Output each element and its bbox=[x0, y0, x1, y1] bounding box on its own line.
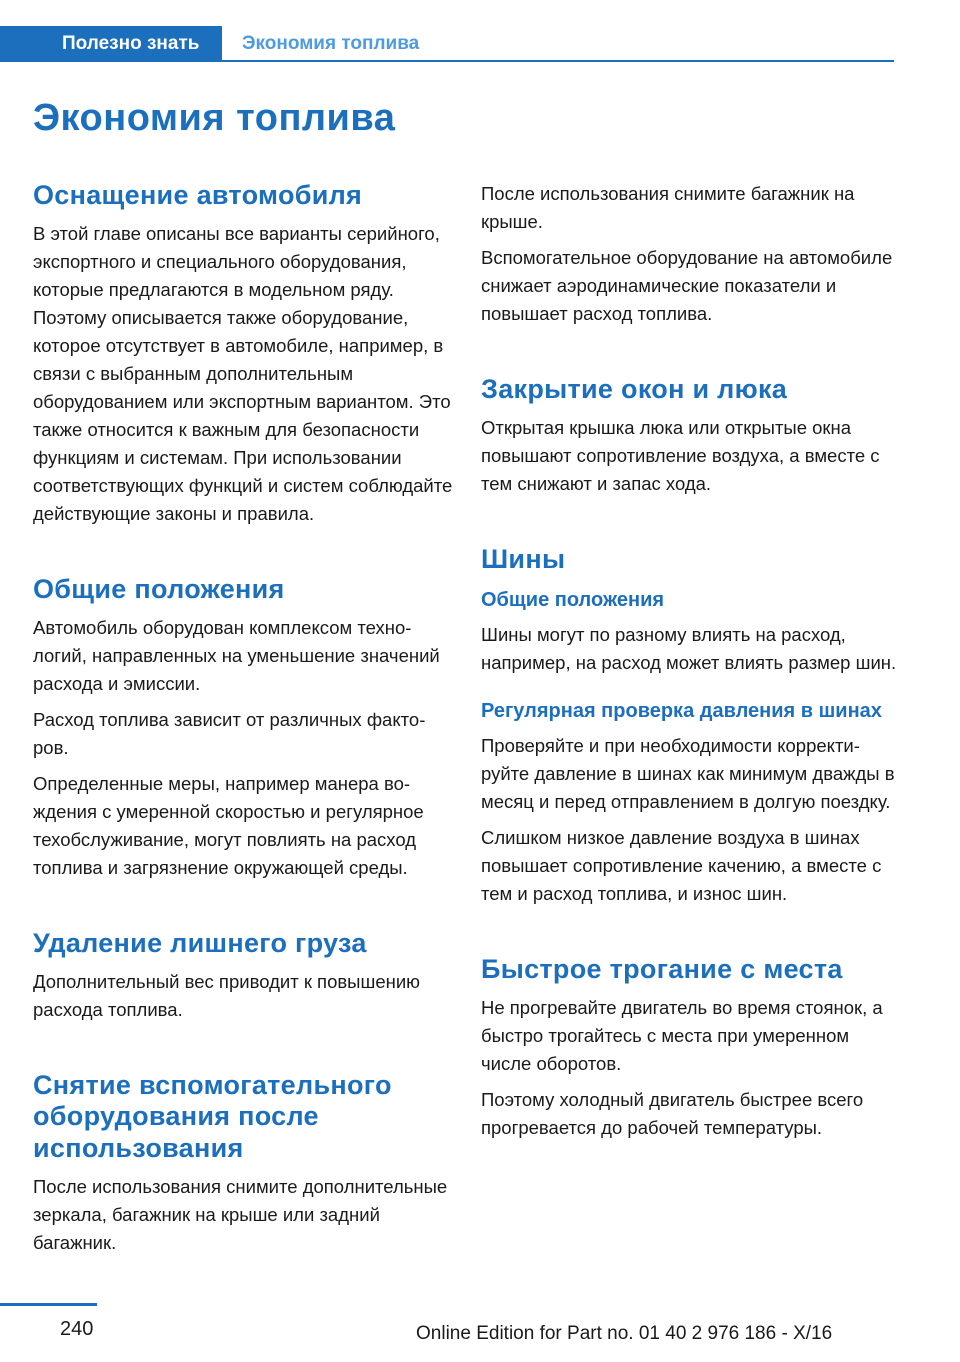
paragraph: Определенные меры, например манера вождения с умеренной скоростью и регулярное техобслуживание, могут повлиять на расход топлива и загрязнение окружающей среды. bbox=[33, 772, 424, 878]
page-title: Экономия топлива bbox=[33, 97, 396, 139]
header-divider bbox=[222, 60, 894, 62]
paragraph: Открытая крышка люка или открытые окна повышают сопротивление воздуха, а вместе с тем снижают и запас хода. bbox=[481, 416, 880, 494]
paragraph: После использования снимите дополнительные зеркала, багажник на крыше или задний багажник. bbox=[33, 1176, 448, 1254]
section-title-close-windows: Закрытие окон и люка bbox=[481, 374, 788, 404]
paragraph: После использования снимите багажник на крыше. bbox=[481, 183, 855, 232]
paragraph: Слишком низкое давление воздуха в шинах повышает сопротивление качению, а вместе с тем и расход топлива, и износ шин. bbox=[481, 826, 882, 904]
paragraph: Шины могут по разному влиять на расход, например, на расход может влиять размер шин. bbox=[481, 623, 897, 673]
section-tab-useful[interactable] bbox=[0, 26, 222, 62]
paragraph: Вспомогательное оборудование на автомобиле снижает аэродинамические показатели и повышает расход топлива. bbox=[481, 247, 893, 324]
edition-note: Online Edition for Part no. 01 40 2 976 186 - X/16 bbox=[416, 1323, 833, 1344]
section-tab-fuel-economy-label: Экономия топлива bbox=[242, 33, 420, 54]
left-column bbox=[33, 180, 453, 1257]
page-number: 240 bbox=[60, 1318, 94, 1340]
paragraph: Автомобиль оборудован комплексом технологий, направленных на уменьшение значений расхода и эмиссии. bbox=[33, 616, 440, 694]
paragraph: Дополнительный вес приводит к повышению расхода топлива. bbox=[33, 970, 421, 1020]
header-bar bbox=[0, 26, 894, 62]
footer-divider bbox=[0, 1303, 97, 1306]
subsection-title-tires-general: Общие положения bbox=[481, 588, 665, 611]
section-title-vehicle-equipment: Оснащение автомобиля bbox=[33, 180, 363, 210]
right-column bbox=[481, 180, 901, 1142]
section-title-tires: Шины bbox=[481, 543, 566, 574]
paragraph: Расход топлива зависит от различных факторов. bbox=[33, 708, 426, 758]
paragraph: Проверяйте и при необходимости корректируйте давление в шинах как минимум дважды в месяц и перед отправлением в долгую поездку. bbox=[481, 734, 895, 812]
section-tab-useful-label: Полезно знать bbox=[62, 33, 200, 54]
paragraph: Не прогревайте двигатель во время стоянок, а быстро трогайтесь с места при умеренном числе оборотов. bbox=[481, 996, 883, 1074]
section-title-quick-start: Быстрое трогание с места bbox=[481, 953, 843, 984]
paragraph: В этой главе описаны все варианты серийного, экспортного и специального оборудования, которые предлагаются в модельном ряду. Поэтому описывается также оборудование, которое отсутствует в автомобиле, например, в связи с выбранным дополнительным оборудованием или экспортным вариантом. Это также относится к важным для безопасности функциям и системам. При использовании соответствующих функций и систем соблюдайте действующие законы и правила. bbox=[33, 222, 453, 524]
section-title-remove-load: Удаление лишнего груза bbox=[33, 927, 367, 958]
subsection-title-tire-pressure: Регулярная проверка давления в шинах bbox=[481, 699, 882, 722]
section-tab-fuel-economy[interactable] bbox=[222, 26, 419, 62]
paragraph: Поэтому холодный двигатель быстрее всего прогревается до рабочей температуры. bbox=[481, 1088, 864, 1138]
section-title-general: Общие положения bbox=[33, 573, 285, 604]
section-title-remove-accessories: Снятие вспомогательного оборудования после использования bbox=[33, 1069, 392, 1164]
